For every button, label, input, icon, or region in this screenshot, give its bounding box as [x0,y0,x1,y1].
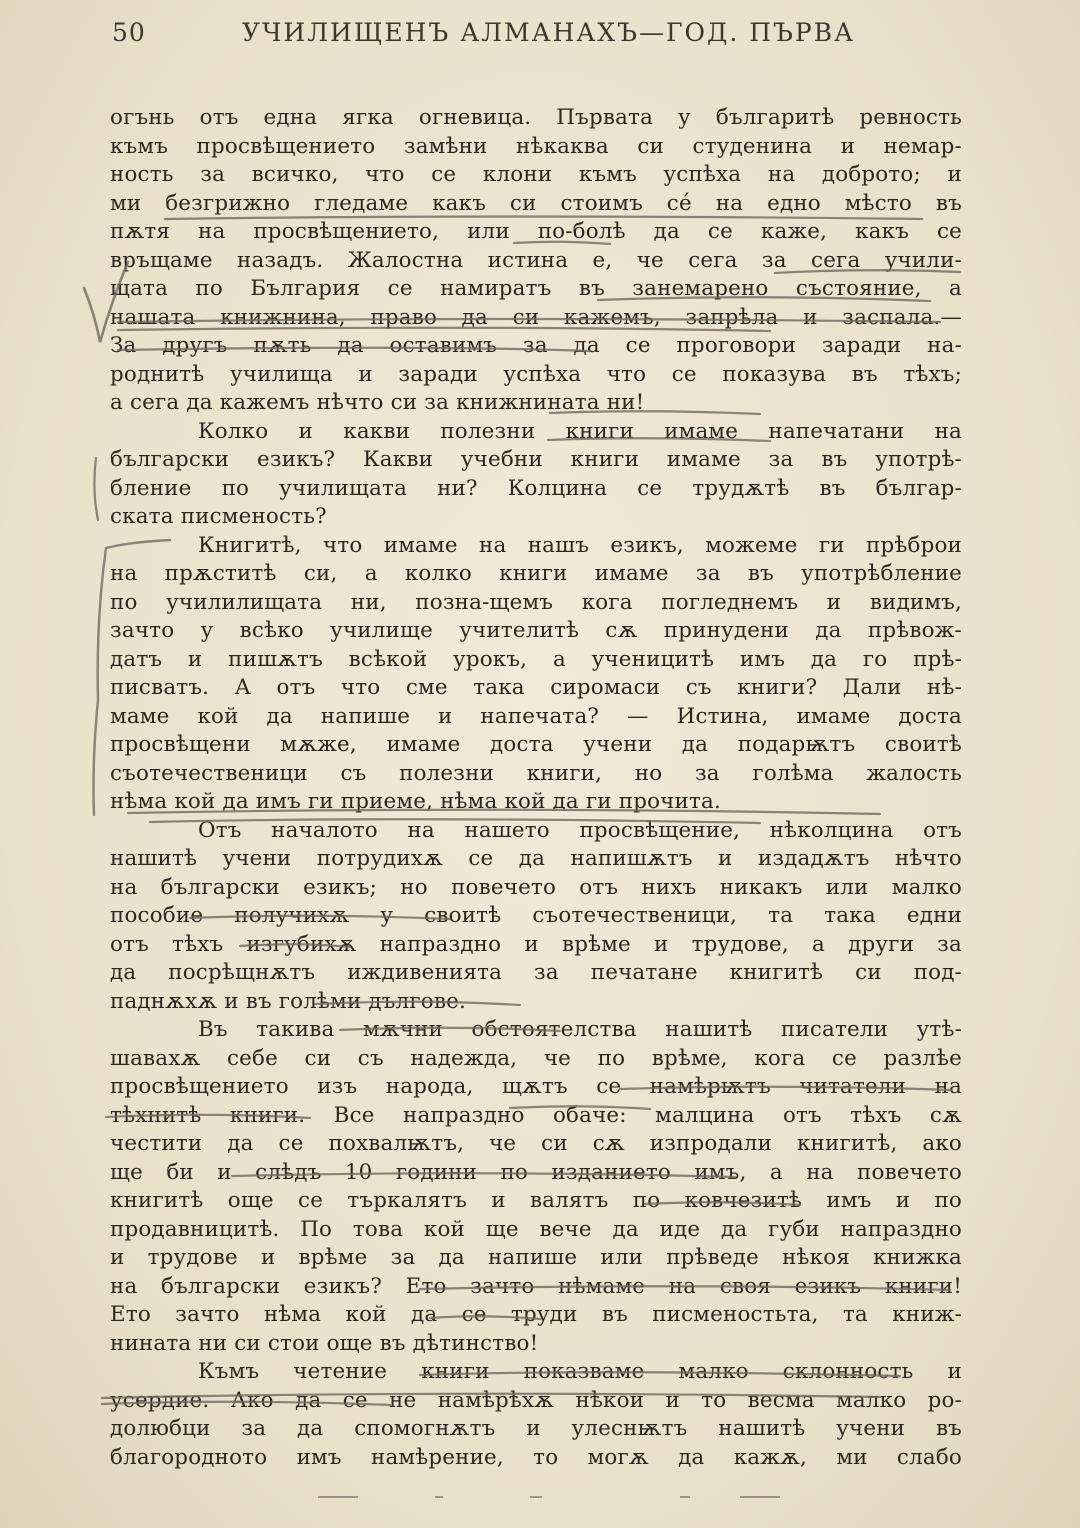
text-line: щата по България се намиратъ въ занемарено състояние, а [110,276,962,301]
text-line: нашитѣ учени потрудихѫ се да напишѫтъ и издадѫтъ нѣчто [110,846,962,871]
text-line: нашата книжнина, право да си кажемъ, запрѣла и заспала.— [110,304,962,330]
margin-bracket [94,458,98,520]
text-line: Въ такива мѫчни обстоятелства нашитѣ писатели утѣ- [198,1017,962,1042]
text-line: долюбци за да спомогнѫтъ и улеснѭтъ нашитѣ учени въ [110,1416,962,1441]
text-line: За другъ пѫть да оставимъ за да се проговори заради на- [110,333,962,358]
text-line: тѣхнитѣ книги. Все напраздно обаче: малцина отъ тѣхъ сѫ [110,1102,962,1128]
text-line: Къмъ четение книги показваме малко склонность и [198,1359,962,1384]
text-line: роднитѣ училища и заради успѣха что се показува въ тѣхъ; [110,361,962,387]
text-line: честити да се похвалѭтъ, че си сѫ изпродали книгитѣ, ако [110,1131,962,1156]
text-line: Отъ началото на нашето просвѣщение, нѣколцина отъ [198,817,962,843]
text-line: Книгитѣ, что имаме на нашъ езикъ, можеме ги прѣброи [198,532,962,558]
text-line: ще би и слѣдъ 10 години по изданието имъ, а на повечето [110,1159,962,1185]
text-line: съотечественици съ полезни книги, но за голѣма жалость [110,760,962,786]
text-line: на български езикъ; но повечето отъ нихъ никакъ или малко [110,874,962,900]
text-line: и трудове и врѣме за да напише или прѣведе нѣкоя книжка [110,1245,962,1270]
text-line: а сега да кажемъ нѣчто си за книжнината ни! [110,390,645,415]
text-line: ската писменость? [110,504,327,529]
text-line: къмъ просвѣщението замѣни нѣкаква си студенина и немар- [110,133,962,159]
page-number: 50 [112,18,146,47]
text-line: писватъ. А отъ что сме така сиромаси съ книги? Дали нѣ- [110,675,962,700]
text-line: благородното имъ намѣрение, то могѫ да кажѫ, ми слабо [110,1444,962,1470]
body-text [110,104,962,1472]
text-line: пѫтя на просвѣщението, или по-болѣ да се каже, какъ се [110,219,962,244]
text-line: нината ни си стои още въ дѣтинство! [110,1330,539,1356]
text-line: паднѫхѫ и въ голѣми дългове. [110,988,466,1014]
text-line: на български езикъ? Ето зачто нѣмаме на своя езикъ книги! [110,1273,962,1299]
text-line: отъ тѣхъ изгубихѫ напраздно и врѣме и трудове, а други за [110,931,962,957]
running-title: УЧИЛИЩЕНЪ АЛМАНАХЪ—ГОД. ПЪРВА [242,18,856,47]
text-line: шавахѫ себе си съ надежда, че по врѣме, кога се разлѣе [110,1045,962,1071]
text-line: маме кой да напише и напечата? — Истина, имаме доста [110,703,962,729]
page-header [112,18,862,52]
text-line: по училилищата ни, позна-щемъ кога погледнемъ и видимъ, [110,589,962,615]
text-line: продавницитѣ. По това кой ще вече да иде да губи напраздно [110,1216,962,1242]
text-line: зачто у всѣко училище учителитѣ сѫ принудени да прѣвож- [110,618,962,643]
text-line: пособие получихѫ у своитѣ съотечественици, та така едни [110,903,962,928]
text-line: книгитѣ още се търкалятъ и валятъ по ковчезитѣ имъ и по [110,1188,962,1213]
text-line: нѣма кой да имъ ги приеме, нѣма кой да ги прочита. [110,789,721,814]
text-line: огънь отъ една ягка огневица. Първата у българитѣ ревность [110,105,962,130]
text-line: усердие. Ако да се не намѣрѣхѫ нѣкои и то весма малко ро- [110,1387,962,1413]
text-line: на прѫститѣ си, а колко книги имаме за въ употрѣбление [110,561,962,586]
text-line: датъ и пишѫтъ всѣкой урокъ, а ученицитѣ имъ да го прѣ- [110,646,962,672]
text-line: Колко и какви полезни книги имаме напечатани на [198,418,962,444]
text-line: връщаме назадъ. Жалостна истина е, че сега за сега учили- [110,247,962,273]
text-line: ность за всичко, что се клони къмъ успѣха на доброто; и [110,162,962,187]
print-specks [300,1492,800,1502]
text-line: бление по училищата ни? Колцина се трудѫтѣ въ българ- [110,475,962,501]
text-line: просвѣщението изъ народа, щѫтъ се намѣрѭтъ читатели на [110,1074,962,1099]
text-line: български езикъ? Какви учебни книги имаме за въ употрѣ- [110,447,962,472]
text-line: да посрѣщнѫтъ иждивенията за печатане книгитѣ си под- [110,960,962,985]
text-line: ми безгрижно гледаме какъ си стоимъ се́ на едно мѣсто въ [110,190,962,216]
text-line: просвѣщени мѫже, имаме доста учени да подарѭтъ своитѣ [110,732,962,757]
text-line: Ето зачто нѣма кой да се труди въ писменостьта, та книж- [110,1302,962,1327]
